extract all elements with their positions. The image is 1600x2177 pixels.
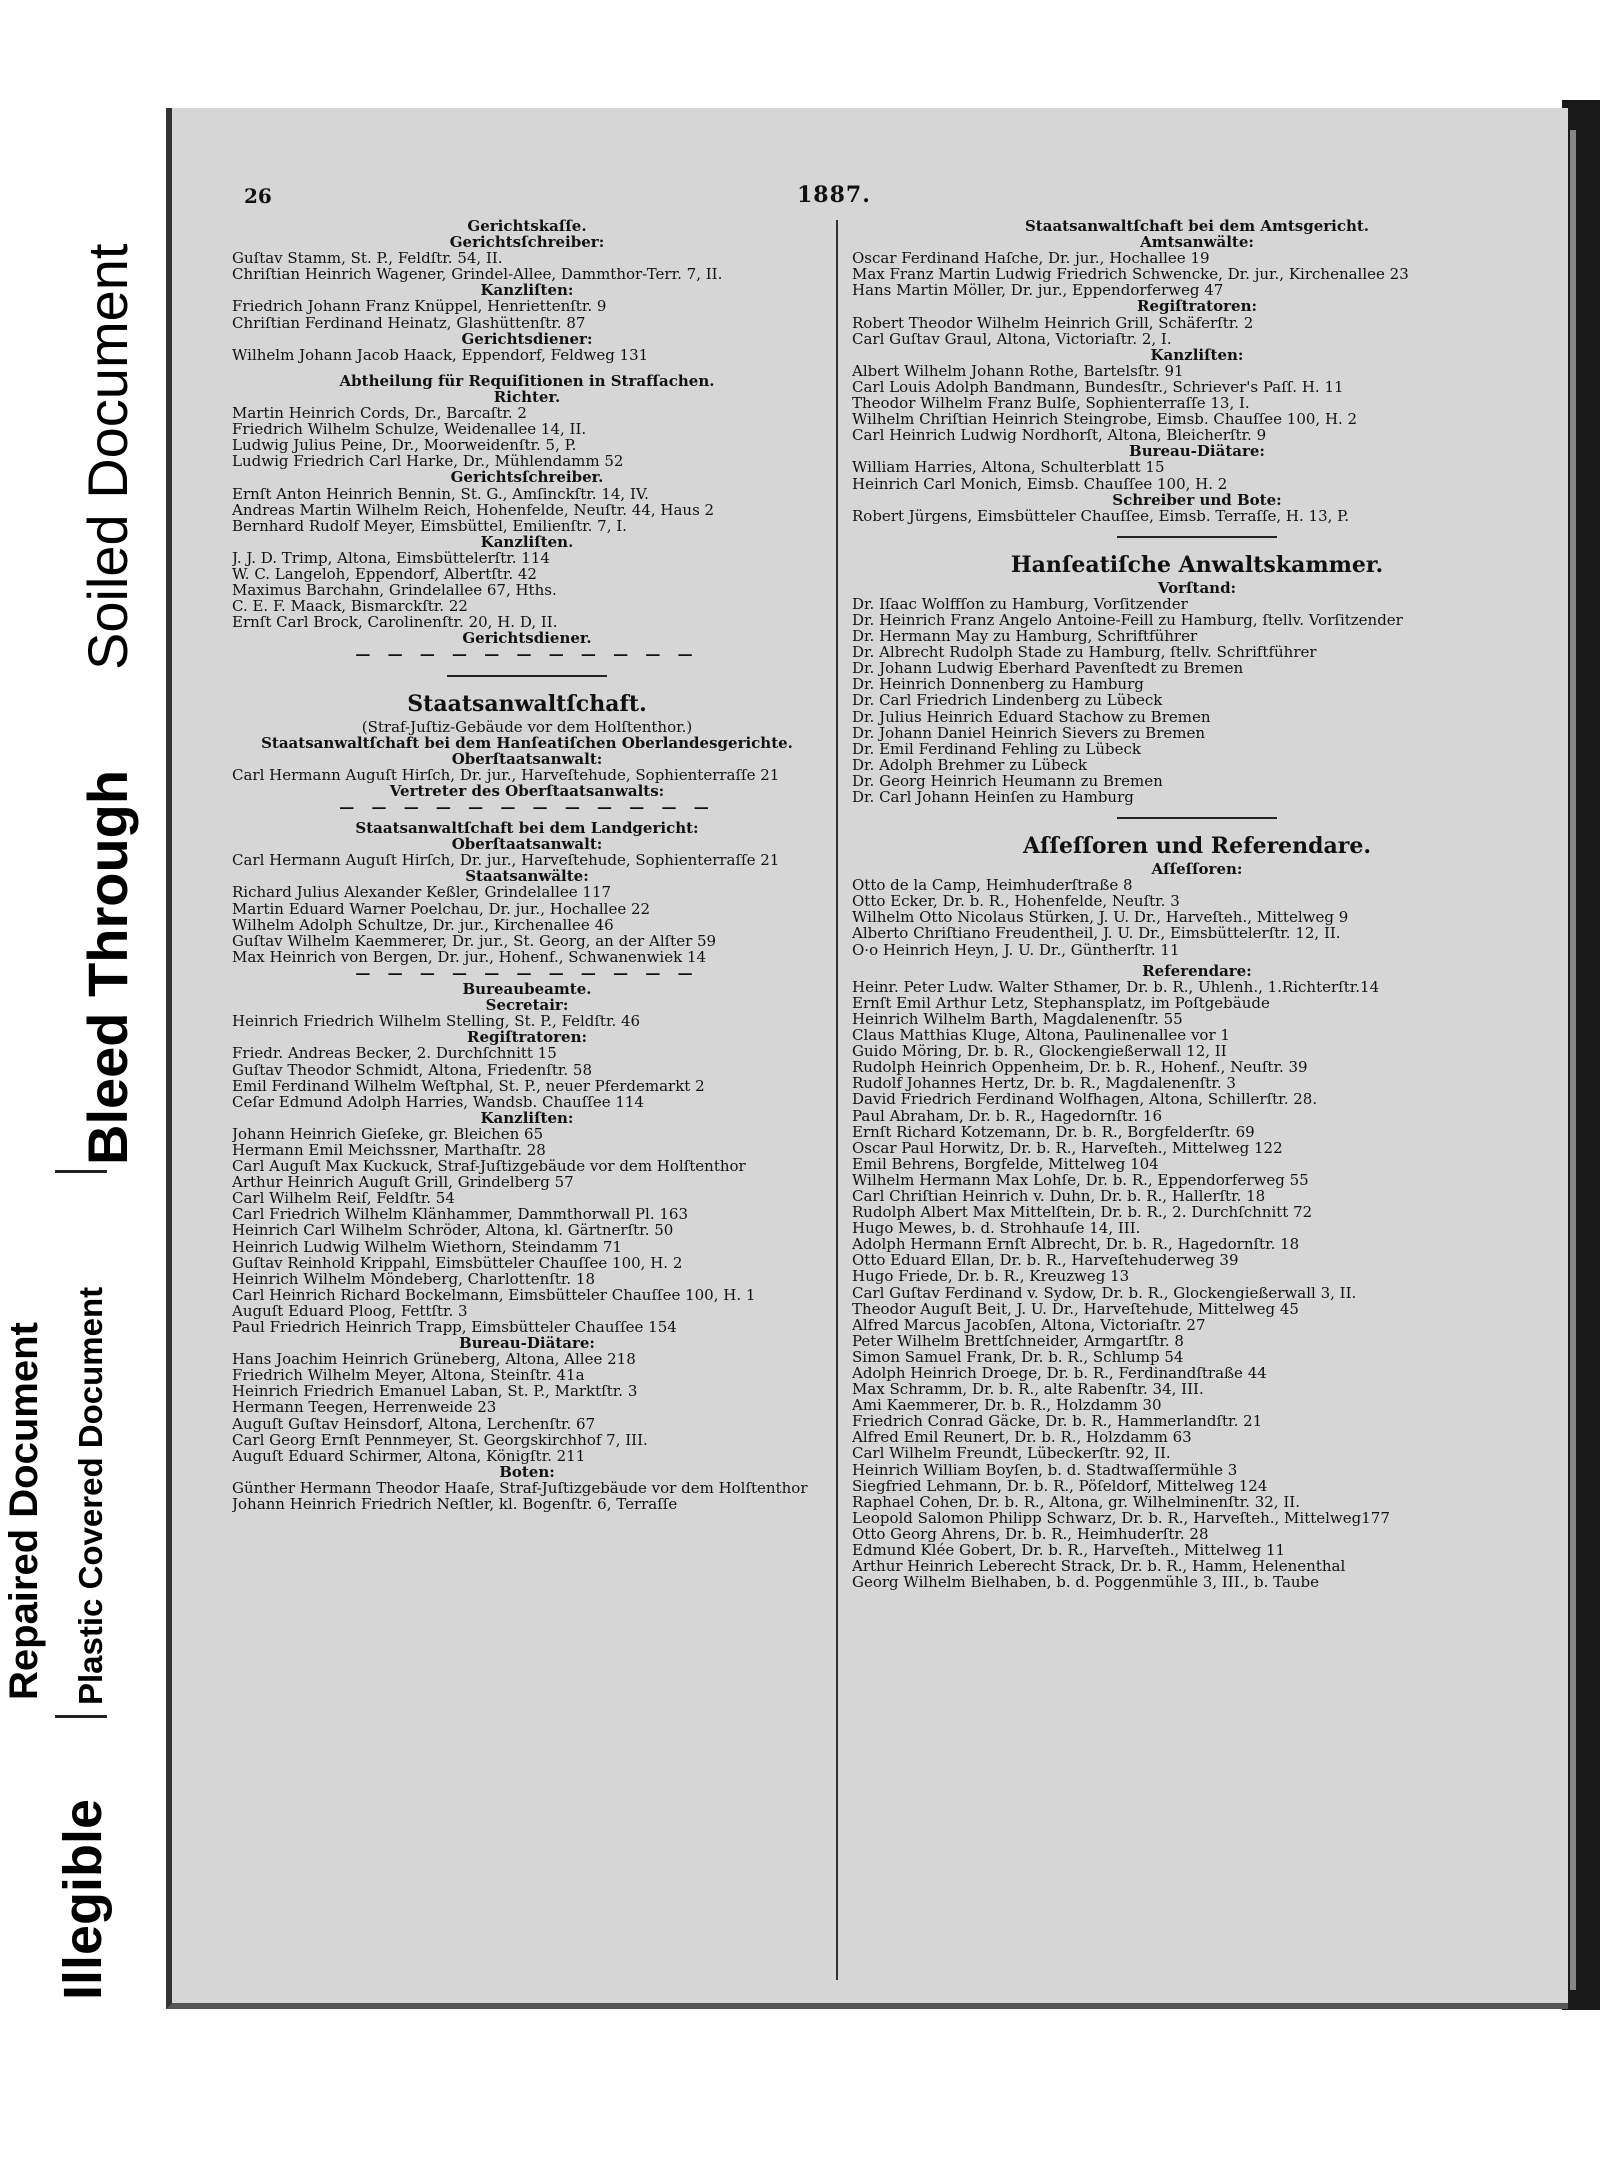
- page-year: 1887.: [797, 182, 871, 208]
- left-column: [232, 218, 822, 1512]
- section-heading: Vertreter des Oberſtaatsanwalts:: [389, 781, 665, 800]
- section-heading: Oberſtaatsanwalt:: [451, 749, 603, 768]
- list-entry: Paul Abraham, Dr. b. R., Hagedornſtr. 16: [852, 1107, 1163, 1124]
- right-column: [852, 218, 1542, 1590]
- list-entry: Martin Eduard Warner Poelchau, Dr. jur., Hochallee 22: [232, 900, 651, 917]
- big-heading: Hanſeatiſche Anwaltskammer.: [1010, 551, 1384, 578]
- list-entry: Alfred Marcus Jacobſen, Altona, Victoriaſtr. 27: [852, 1316, 1206, 1333]
- big-heading: Staatsanwaltſchaft.: [407, 690, 647, 717]
- section-heading: Bureau-Diätare:: [459, 1334, 595, 1353]
- list-entry: Dr. Georg Heinrich Heumann zu Bremen: [852, 772, 1163, 789]
- list-entry: Alberto Chriſtiano Freudentheil, J. U. Dr., Eimsbüttelerſtr. 12, II.: [852, 925, 1341, 942]
- list-entry: Andreas Martin Wilhelm Reich, Hohenfelde, Neuſtr. 44, Haus 2: [232, 501, 715, 518]
- list-entry: Hans Joachim Heinrich Grüneberg, Altona, Allee 218: [232, 1351, 636, 1368]
- section-heading: Regiſtratoren:: [1136, 297, 1258, 316]
- section-heading: Schreiber und Bote:: [1112, 490, 1282, 509]
- list-entry: Günther Hermann Theodor Haaſe, Straf-Juſtizgebäude vor dem Holſtenthor: [232, 1479, 808, 1497]
- list-entry: Hugo Mewes, b. d. Strohhauſe 14, III.: [852, 1220, 1141, 1237]
- section-rule: [1117, 817, 1277, 819]
- list-entry: Dr. Johann Daniel Heinrich Sievers zu Bremen: [852, 724, 1206, 741]
- list-entry: Otto Eduard Ellan, Dr. b. R., Harveſtehuderweg 39: [852, 1252, 1239, 1269]
- list-entry: Carl Friedrich Wilhelm Klänhammer, Dammthorwall Pl. 163: [232, 1206, 688, 1223]
- section-heading: Referendare:: [1142, 961, 1252, 980]
- list-entry: Carl Guſtav Graul, Altona, Victoriaſtr. 2, I.: [852, 330, 1172, 347]
- list-entry: Carl Wilhelm Freundt, Lübeckerſtr. 92, II.: [852, 1445, 1171, 1462]
- list-entry: C. E. F. Maack, Bismarckſtr. 22: [232, 598, 468, 615]
- list-entry: Simon Samuel Frank, Dr. b. R., Schlump 54: [852, 1348, 1184, 1365]
- list-entry: Dr. Emil Ferdinand Fehling zu Lübeck: [852, 740, 1141, 757]
- list-entry: William Harries, Altona, Schulterblatt 15: [852, 459, 1165, 476]
- list-entry: Bernhard Rudolf Meyer, Eimsbüttel, Emilienſtr. 7, I.: [232, 517, 627, 534]
- section-heading: Gerichtsdiener.: [462, 629, 592, 648]
- list-entry: Friedrich Wilhelm Schulze, Weidenallee 14, II.: [232, 421, 587, 438]
- soiled-document-label: Soiled Document: [76, 243, 139, 670]
- list-entry: W. C. Langeloh, Eppendorf, Albertſtr. 42: [232, 565, 537, 583]
- page-number: 26: [244, 184, 272, 208]
- plastic-covered-label: Plastic Covered Document: [72, 1286, 109, 1705]
- list-entry: Ernſt Carl Brock, Carolinenſtr. 20, H. D, II.: [232, 614, 558, 631]
- list-entry: Heinrich Friedrich Emanuel Laban, St. P., Marktſtr. 3: [232, 1383, 638, 1400]
- repaired-document-label: Repaired Document: [2, 1322, 46, 1700]
- list-entry: Ernſt Richard Kotzemann, Dr. b. R., Borgfelderſtr. 69: [852, 1123, 1255, 1140]
- list-entry: Ami Kaemmerer, Dr. b. R., Holzdamm 30: [852, 1397, 1162, 1414]
- section-rule: [1117, 536, 1277, 538]
- frame-divider-1: [55, 1170, 107, 1173]
- list-entry: Guſtav Theodor Schmidt, Altona, Friedenſtr. 58: [232, 1061, 593, 1078]
- list-entry: Carl Heinrich Ludwig Nordhorſt, Altona, Bleicherſtr. 9: [852, 427, 1267, 444]
- list-entry: Carl Chriſtian Heinrich v. Duhn, Dr. b. R., Hallerſtr. 18: [852, 1187, 1266, 1205]
- dash-line: — — — — — — — — — — —: [355, 963, 699, 982]
- list-entry: Dr. Hermann May zu Hamburg, Schriftführer: [852, 628, 1198, 645]
- list-entry: Carl Auguſt Max Kuckuck, Straf-Juſtizgebäude vor dem Holſtenthor: [232, 1158, 746, 1175]
- list-entry: Carl Hermann Auguſt Hirſch, Dr. jur., Harveſtehude, Sophienterraſſe 21: [232, 852, 780, 869]
- section-heading: Secretair:: [485, 996, 569, 1015]
- list-entry: Dr. Julius Heinrich Eduard Stachow zu Bremen: [852, 708, 1211, 725]
- list-entry: Heinrich Carl Wilhelm Schröder, Altona, kl. Gärtnerſtr. 50: [232, 1222, 674, 1239]
- list-entry: Heinrich Wilhelm Barth, Magdalenenſtr. 55: [852, 1010, 1183, 1028]
- list-entry: Johann Heinrich Gieſeke, gr. Bleichen 65: [232, 1125, 544, 1142]
- list-entry: Alfred Emil Reunert, Dr. b. R., Holzdamm 63: [852, 1429, 1192, 1446]
- list-entry: Emil Behrens, Borgfelde, Mittelweg 104: [852, 1155, 1159, 1172]
- list-entry: Friedrich Wilhelm Meyer, Altona, Steinſtr. 41a: [232, 1367, 585, 1384]
- list-entry: Edmund Klée Gobert, Dr. b. R., Harveſteh., Mittelweg 11: [852, 1542, 1286, 1559]
- section-heading: Abtheilung für Requiſitionen in Strafſachen.: [339, 371, 715, 390]
- section-heading: Gerichtskaſſe.: [467, 217, 587, 235]
- list-entry: Ernſt Anton Heinrich Bennin, St. G., Amſinckſtr. 14, IV.: [232, 485, 649, 502]
- section-heading: Regiſtratoren:: [466, 1028, 588, 1047]
- list-entry: Carl Guſtav Ferdinand v. Sydow, Dr. b. R., Glockengießerwall 3, II.: [852, 1284, 1357, 1301]
- list-entry: Wilhelm Otto Nicolaus Stürken, J. U. Dr., Harveſteh., Mittelweg 9: [852, 909, 1349, 926]
- section-heading: Kanzliſten:: [480, 1108, 574, 1127]
- list-entry: Theodor Wilhelm Franz Bulſe, Sophienterraſſe 13, I.: [852, 395, 1250, 412]
- list-entry: Georg Wilhelm Bielhaben, b. d. Poggenmühle 3, III., b. Taube: [852, 1574, 1320, 1591]
- list-entry: Carl Wilhelm Reiſ, Feldſtr. 54: [232, 1190, 455, 1207]
- list-entry: Johann Heinrich Friedrich Neſtler, kl. Bogenſtr. 6, Terraſſe: [232, 1496, 678, 1513]
- section-heading: Bureaubeamte.: [462, 980, 592, 999]
- list-entry: Wilhelm Adolph Schultze, Dr. jur., Kirchenallee 46: [232, 916, 614, 933]
- list-entry: Oscar Paul Horwitz, Dr. b. R., Harveſteh., Mittelweg 122: [852, 1139, 1283, 1156]
- list-entry: Emil Ferdinand Wilhelm Weſtphal, St. P., neuer Pferdemarkt 2: [232, 1077, 705, 1094]
- list-entry: Guido Möring, Dr. b. R., Glockengießerwall 12, II: [852, 1043, 1227, 1060]
- section-heading: Kanzliſten:: [480, 281, 574, 300]
- list-entry: Max Schramm, Dr. b. R., alte Rabenſtr. 34, III.: [852, 1381, 1204, 1398]
- list-entry: Adolph Hermann Ernſt Albrecht, Dr. b. R., Hagedornſtr. 18: [852, 1236, 1300, 1253]
- dash-line: — — — — — — — — — — —: [355, 645, 699, 664]
- section-heading: Gerichtsdiener:: [461, 329, 593, 348]
- list-entry: Auguſt Guſtav Heinsdorf, Altona, Lerchenſtr. 67: [232, 1415, 596, 1432]
- section-heading: Kanzliſten.: [480, 532, 574, 551]
- list-entry: Wilhelm Hermann Max Lohſe, Dr. b. R., Eppendorferweg 55: [852, 1171, 1309, 1188]
- list-entry: Otto Georg Ahrens, Dr. b. R., Heimhuderſtr. 28: [852, 1525, 1209, 1543]
- list-entry: Siegfried Lehmann, Dr. b. R., Pöſeldorf, Mittelweg 124: [852, 1477, 1268, 1494]
- list-entry: Guſtav Stamm, St. P., Feldſtr. 54, II.: [232, 250, 503, 267]
- list-entry: Richard Julius Alexander Keßler, Grindelallee 117: [232, 884, 612, 901]
- list-entry: Auguſt Eduard Schirmer, Altona, Königſtr. 211: [232, 1447, 586, 1464]
- list-entry: Claus Matthias Kluge, Altona, Paulinenallee vor 1: [852, 1027, 1230, 1044]
- list-entry: Rudolph Heinrich Oppenheim, Dr. b. R., Hohenf., Neuſtr. 39: [852, 1059, 1308, 1076]
- list-entry: Heinrich William Boyſen, b. d. Stadtwaſſermühle 3: [852, 1461, 1238, 1478]
- list-entry: Otto de la Camp, Heimhuderſtraße 8: [852, 877, 1133, 894]
- document-page: [166, 108, 1568, 2009]
- list-entry: Ludwig Friedrich Carl Harke, Dr., Mühlendamm 52: [232, 453, 624, 470]
- side-label-strip: [0, 0, 150, 2177]
- list-entry: Heinrich Ludwig Wilhelm Wiethorn, Steindamm 71: [232, 1238, 622, 1255]
- list-entry: Wilhelm Chriſtian Heinrich Steingrobe, Eimsb. Chauſſee 100, H. 2: [852, 411, 1358, 428]
- page-edge-highlight: [1570, 130, 1576, 1990]
- list-entry: Carl Louis Adolph Bandmann, Bundesſtr., Schriever's Paſſ. H. 11: [852, 378, 1344, 396]
- list-entry: Friedr. Andreas Becker, 2. Durchſchnitt 15: [232, 1045, 557, 1062]
- list-entry: Guſtav Wilhelm Kaemmerer, Dr. jur., St. Georg, an der Alſter 59: [232, 932, 717, 949]
- list-entry: Hans Martin Möller, Dr. jur., Eppendorferweg 47: [852, 282, 1224, 299]
- list-entry: Dr. Carl Johann Heinſen zu Hamburg: [852, 789, 1134, 806]
- list-entry: Max Franz Martin Ludwig Friedrich Schwencke, Dr. jur., Kirchenallee 23: [852, 266, 1409, 283]
- section-heading: Aſſeſſoren:: [1151, 860, 1243, 879]
- list-entry: Dr. Heinrich Donnenberg zu Hamburg: [852, 676, 1144, 693]
- list-entry: Otto Ecker, Dr. b. R., Hohenfelde, Neuſtr. 3: [852, 893, 1180, 910]
- list-entry: Friedrich Conrad Gäcke, Dr. b. R., Hammerlandſtr. 21: [852, 1413, 1263, 1430]
- list-entry: Rudolf Johannes Hertz, Dr. b. R., Magdalenenſtr. 3: [852, 1075, 1236, 1092]
- list-entry: Ludwig Julius Peine, Dr., Moorweidenſtr. 5, P.: [232, 437, 577, 454]
- list-entry: Carl Hermann Auguſt Hirſch, Dr. jur., Harveſtehude, Sophienterraſſe 21: [232, 766, 780, 783]
- list-entry: Dr. Johann Ludwig Eberhard Pavenſtedt zu Bremen: [852, 660, 1244, 677]
- list-entry: O·o Heinrich Heyn, J. U. Dr., Güntherſtr. 11: [852, 941, 1180, 958]
- list-entry: Peter Wilhelm Brettſchneider, Armgartſtr. 8: [852, 1332, 1184, 1349]
- section-heading: Vorſtand:: [1157, 578, 1237, 597]
- list-entry: Dr. Heinrich Franz Angelo Antoine-Feill zu Hamburg, ſtellv. Vorſitzender: [852, 611, 1403, 629]
- dash-line: — — — — — — — — — — — —: [339, 798, 715, 816]
- section-heading: Amtsanwälte:: [1140, 233, 1254, 252]
- list-entry: Robert Jürgens, Eimsbütteler Chauſſee, Eimsb. Terraſſe, H. 13, P.: [852, 507, 1349, 524]
- list-entry: J. J. D. Trimp, Altona, Eimsbüttelerſtr. 114: [232, 549, 550, 566]
- list-entry: Heinrich Carl Monich, Eimsb. Chauſſee 100, H. 2: [852, 475, 1228, 492]
- list-entry: Raphael Cohen, Dr. b. R., Altona, gr. Wilhelminenſtr. 32, II.: [852, 1493, 1300, 1510]
- section-heading: Staatsanwaltſchaft bei dem Amtsgericht.: [1024, 217, 1370, 235]
- list-entry: Leopold Salomon Philipp Schwarz, Dr. b. R., Harveſteh., Mittelweg177: [852, 1509, 1390, 1526]
- list-entry: Paul Friedrich Heinrich Trapp, Eimsbütteler Chauſſee 154: [232, 1319, 677, 1336]
- section-heading: Staatsanwaltſchaft bei dem Landgericht:: [355, 819, 699, 838]
- subtitle: (Straf-Juſtiz-Gebäude vor dem Holſtenthor.): [361, 717, 693, 736]
- list-entry: Albert Wilhelm Johann Rothe, Bartelsſtr. 91: [852, 362, 1184, 379]
- list-entry: Ernſt Emil Arthur Letz, Stephansplatz, im Poſtgebäude: [852, 994, 1270, 1011]
- section-heading: Boten:: [499, 1462, 555, 1481]
- list-entry: Carl Georg Ernſt Pennmeyer, St. Georgskirchhof 7, III.: [232, 1431, 648, 1448]
- list-entry: Heinr. Peter Ludw. Walter Sthamer, Dr. b. R., Uhlenh., 1.Richterſtr.14: [852, 978, 1380, 995]
- list-entry: Dr. Carl Friedrich Lindenberg zu Lübeck: [852, 692, 1163, 709]
- list-entry: Heinrich Friedrich Wilhelm Stelling, St. P., Feldſtr. 46: [232, 1013, 641, 1030]
- list-entry: Arthur Heinrich Leberecht Strack, Dr. b. R., Hamm, Helenenthal: [852, 1558, 1346, 1575]
- list-entry: Oscar Ferdinand Haſche, Dr. jur., Hochallee 19: [852, 250, 1210, 267]
- list-entry: Wilhelm Johann Jacob Haack, Eppendorf, Feldweg 131: [232, 346, 649, 363]
- frame-divider-2: [55, 1715, 107, 1718]
- list-entry: David Friedrich Ferdinand Wolfhagen, Altona, Schillerſtr. 28.: [852, 1091, 1318, 1108]
- list-entry: Carl Heinrich Richard Bockelmann, Eimsbütteler Chauſſee 100, H. 1: [232, 1286, 756, 1303]
- section-heading: Staatsanwälte:: [465, 867, 589, 886]
- list-entry: Heinrich Wilhelm Möndeberg, Charlottenſtr. 18: [232, 1270, 596, 1287]
- list-entry: Adolph Heinrich Droege, Dr. b. R., Ferdinandſtraße 44: [852, 1365, 1267, 1382]
- list-entry: Arthur Heinrich Auguſt Grill, Grindelberg 57: [232, 1174, 574, 1191]
- list-entry: Max Heinrich von Bergen, Dr. jur., Hohenf., Schwanenwiek 14: [232, 948, 707, 965]
- section-heading: Staatsanwaltſchaft bei dem Hanſeatiſchen Oberlandesgerichte.: [261, 733, 793, 752]
- bleed-through-label: Bleed Through: [76, 769, 139, 1165]
- section-heading: Gerichtsſchreiber.: [450, 468, 604, 487]
- list-entry: Guſtav Reinhold Krippahl, Eimsbütteler Chauſſee 100, H. 2: [232, 1254, 683, 1271]
- section-heading: Gerichtsſchreiber:: [449, 233, 605, 252]
- list-entry: Robert Theodor Wilhelm Heinrich Grill, Schäferſtr. 2: [852, 314, 1254, 331]
- big-heading: Aſſeſſoren und Referendare.: [1022, 833, 1372, 860]
- section-heading: Bureau-Diätare:: [1129, 442, 1265, 461]
- section-heading: Kanzliſten:: [1150, 345, 1244, 364]
- list-entry: Dr. Albrecht Rudolph Stade zu Hamburg, ſtellv. Schriftführer: [852, 644, 1317, 661]
- list-entry: Theodor Auguſt Beit, J. U. Dr., Harveſtehude, Mittelweg 45: [852, 1300, 1299, 1317]
- illegible-label: Illegible: [53, 1798, 113, 2000]
- section-heading: Oberſtaatsanwalt:: [451, 835, 603, 854]
- list-entry: Ceſar Edmund Adolph Harries, Wandsb. Chauſſee 114: [232, 1093, 644, 1110]
- list-entry: Hugo Friede, Dr. b. R., Kreuzweg 13: [852, 1268, 1130, 1285]
- section-heading: Richter.: [493, 387, 561, 406]
- list-entry: Friedrich Johann Franz Knüppel, Henriettenſtr. 9: [232, 298, 607, 315]
- list-entry: Rudolph Albert Max Mittelſtein, Dr. b. R., 2. Durchſchnitt 72: [852, 1204, 1313, 1221]
- list-entry: Martin Heinrich Cords, Dr., Barcaſtr. 2: [232, 405, 527, 422]
- list-entry: Hermann Emil Meichssner, Marthaſtr. 28: [232, 1141, 546, 1159]
- list-entry: Dr. Adolph Brehmer zu Lübeck: [852, 756, 1088, 773]
- list-entry: Auguſt Eduard Ploog, Fettſtr. 3: [232, 1302, 468, 1319]
- column-divider: [836, 220, 838, 1980]
- list-entry: Chriſtian Heinrich Wagener, Grindel-Allee, Dammthor-Terr. 7, II.: [232, 266, 723, 283]
- list-entry: Hermann Teegen, Herrenweide 23: [232, 1399, 497, 1416]
- list-entry: Dr. Iſaac Wolffſon zu Hamburg, Vorſitzender: [852, 595, 1188, 612]
- section-rule: [447, 675, 607, 677]
- list-entry: Maximus Barchahn, Grindelallee 67, Hths.: [232, 582, 557, 599]
- list-entry: Chriſtian Ferdinand Heinatz, Glashüttenſtr. 87: [232, 314, 586, 331]
